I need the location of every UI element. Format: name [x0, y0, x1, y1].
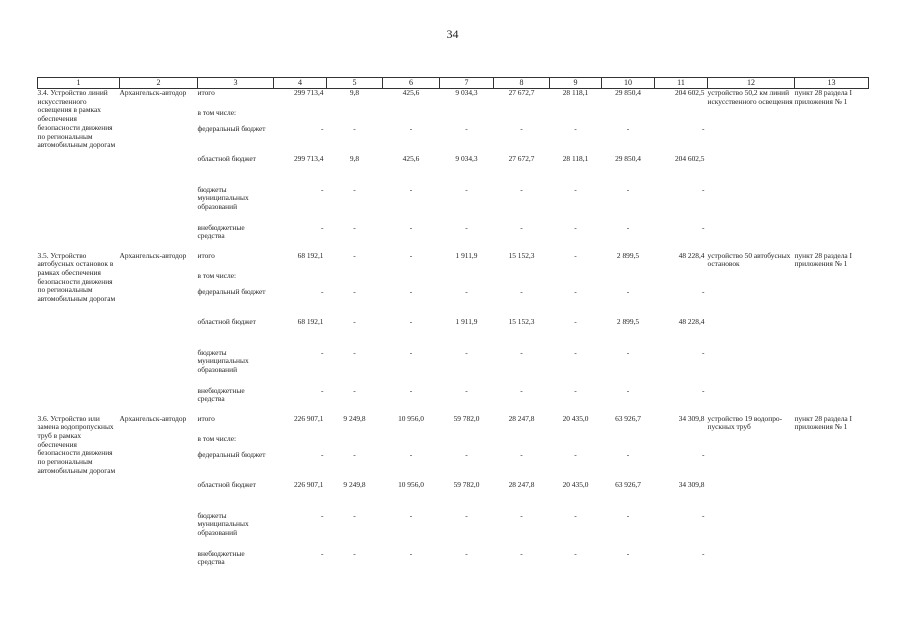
- column-number: 11: [655, 78, 708, 89]
- amount-cell: -: [574, 347, 577, 357]
- amount-cell: [602, 272, 655, 288]
- amount-cell: 10 956,0: [398, 479, 424, 489]
- amount-cell: -: [321, 510, 324, 520]
- expected-result: устройство 19 водопро-пускных труб: [707, 413, 783, 432]
- measure-name: 3.5. Устройство автобусных остановок в рамках обеспечения безопасности движения по региональным автомобильным дорогам: [37, 250, 116, 304]
- amount-cell: 15 152,3: [508, 250, 535, 260]
- amount-cell: [655, 435, 708, 451]
- amount-cell: [494, 272, 550, 288]
- amount-cell: 29 850,4: [615, 153, 641, 163]
- amount-cell: 9 034,3: [455, 88, 478, 97]
- amount-cell: 27 672,7: [508, 88, 535, 97]
- amount-cell: -: [465, 385, 468, 395]
- amount-cell: -: [465, 123, 468, 133]
- amount-cell: -: [626, 184, 630, 194]
- amount-cell: 20 435,0: [562, 479, 589, 489]
- amount-cell: -: [702, 449, 705, 459]
- reference: пункт 28 раздела I приложения № 1: [794, 413, 852, 432]
- amount-cell: -: [702, 548, 705, 558]
- amount-cell: 1 911,9: [455, 316, 478, 326]
- amount-cell: -: [574, 385, 577, 395]
- amount-cell: 226 907,1: [293, 479, 324, 489]
- amount-cell: -: [353, 123, 356, 133]
- amount-cell: 299 713,4: [293, 153, 324, 163]
- amount-cell: 68 192,1: [297, 316, 324, 326]
- expected-result: устройство 50 автобусных остановок: [707, 250, 791, 269]
- amount-cell: 63 926,7: [615, 479, 641, 489]
- amount-cell: [602, 435, 655, 451]
- amount-cell: -: [626, 123, 630, 133]
- amount-cell: -: [321, 347, 324, 357]
- amount-cell: -: [574, 184, 577, 194]
- amount-cell: -: [520, 510, 523, 520]
- amount-cell: -: [574, 449, 577, 459]
- funding-source: внебюджетные средства: [197, 548, 245, 567]
- measure-name: 3.6. Устройство или замена водопропускных труб в рамках обеспечения безопасности движения по региональным автомобильным дорогам: [37, 413, 116, 475]
- column-number: 12: [708, 78, 795, 89]
- funding-source: внебюджетные средства: [197, 385, 245, 404]
- reference: пункт 28 раздела I приложения № 1: [794, 88, 852, 106]
- amount-cell: -: [321, 123, 324, 133]
- amount-cell: -: [520, 347, 523, 357]
- amount-cell: [274, 109, 327, 125]
- amount-cell: -: [353, 449, 356, 459]
- amount-cell: -: [520, 385, 523, 395]
- amount-cell: [550, 109, 602, 125]
- funding-source: бюджеты муниципальных образований: [197, 184, 249, 211]
- amount-cell: [494, 109, 550, 125]
- funding-source: в том числе:: [197, 270, 237, 280]
- amount-cell: [274, 272, 327, 288]
- funding-source: областной бюджет: [197, 479, 256, 489]
- reference: пункт 28 раздела I приложения № 1: [794, 250, 852, 269]
- measure-name: 3.4. Устройство линий искусственного освещения в рамках обеспечения безопасности движения по региональным автомобильным дорогам: [37, 88, 116, 150]
- amount-cell: -: [574, 222, 577, 232]
- amount-cell: -: [574, 548, 577, 558]
- amount-cell: -: [353, 250, 356, 260]
- amount-cell: -: [409, 222, 413, 232]
- amount-cell: -: [409, 316, 413, 326]
- amount-cell: [550, 272, 602, 288]
- amount-cell: 68 192,1: [297, 250, 324, 260]
- amount-cell: 48 228,4: [678, 250, 705, 260]
- column-number: 2: [120, 78, 198, 89]
- amount-cell: -: [626, 347, 630, 357]
- column-number: 1: [38, 78, 120, 89]
- amount-cell: 34 309,8: [678, 413, 705, 423]
- amount-cell: 34 309,8: [678, 479, 705, 489]
- amount-cell: -: [520, 222, 523, 232]
- amount-cell: 28 247,8: [508, 479, 535, 489]
- amount-cell: -: [520, 184, 523, 194]
- column-number: 6: [383, 78, 440, 89]
- amount-cell: -: [465, 449, 468, 459]
- amount-cell: -: [465, 548, 468, 558]
- amount-cell: -: [465, 286, 468, 296]
- funding-source: внебюджетные средства: [197, 222, 245, 241]
- amount-cell: 59 782,0: [453, 479, 480, 489]
- amount-cell: -: [353, 548, 356, 558]
- amount-cell: -: [409, 347, 413, 357]
- amount-cell: 15 152,3: [508, 316, 535, 326]
- table-row: [38, 89, 869, 109]
- amount-cell: -: [321, 184, 324, 194]
- funding-source: федеральный бюджет: [197, 286, 266, 296]
- amount-cell: 27 672,7: [508, 153, 535, 163]
- column-numbers-row: [38, 78, 869, 89]
- amount-cell: [383, 435, 440, 451]
- amount-cell: 204 602,5: [674, 153, 705, 163]
- column-number: 13: [795, 78, 869, 89]
- amount-cell: -: [321, 449, 324, 459]
- amount-cell: 48 228,4: [678, 316, 705, 326]
- amount-cell: 226 907,1: [293, 413, 324, 423]
- amount-cell: 20 435,0: [562, 413, 589, 423]
- amount-cell: -: [353, 510, 356, 520]
- amount-cell: [602, 109, 655, 125]
- amount-cell: -: [702, 184, 705, 194]
- amount-cell: 9 249,8: [343, 413, 366, 423]
- amount-cell: -: [321, 385, 324, 395]
- amount-cell: 10 956,0: [398, 413, 424, 423]
- column-number: 9: [550, 78, 602, 89]
- amount-cell: [655, 272, 708, 288]
- amount-cell: 29 850,4: [615, 88, 641, 97]
- amount-cell: -: [465, 184, 468, 194]
- amount-cell: -: [520, 123, 523, 133]
- amount-cell: [383, 272, 440, 288]
- amount-cell: 28 247,8: [508, 413, 535, 423]
- amount-cell: 2 899,5: [616, 316, 640, 326]
- amount-cell: -: [702, 347, 705, 357]
- amount-cell: 2 899,5: [616, 250, 640, 260]
- table-row: [38, 415, 869, 435]
- amount-cell: 9 249,8: [343, 479, 366, 489]
- amount-cell: -: [626, 385, 630, 395]
- amount-cell: -: [574, 286, 577, 296]
- column-number: 7: [440, 78, 494, 89]
- amount-cell: -: [321, 222, 324, 232]
- program-table: [37, 77, 869, 573]
- funding-source: итого: [197, 88, 215, 97]
- amount-cell: -: [353, 316, 356, 326]
- amount-cell: 204 602,5: [674, 88, 705, 97]
- column-number: 8: [494, 78, 550, 89]
- amount-cell: -: [409, 385, 413, 395]
- amount-cell: [494, 435, 550, 451]
- amount-cell: -: [321, 286, 324, 296]
- amount-cell: -: [409, 286, 413, 296]
- amount-cell: [440, 272, 494, 288]
- amount-cell: -: [702, 286, 705, 296]
- funding-source: итого: [197, 250, 215, 260]
- amount-cell: -: [626, 286, 630, 296]
- amount-cell: 9,8: [349, 153, 360, 163]
- column-number: 3: [198, 78, 274, 89]
- column-number: 4: [274, 78, 327, 89]
- amount-cell: 425,6: [402, 88, 420, 97]
- funding-source: областной бюджет: [197, 316, 256, 326]
- amount-cell: -: [626, 449, 630, 459]
- amount-cell: -: [574, 123, 577, 133]
- amount-cell: -: [353, 222, 356, 232]
- amount-cell: [440, 435, 494, 451]
- amount-cell: -: [353, 385, 356, 395]
- amount-cell: -: [321, 548, 324, 558]
- column-number: 5: [327, 78, 383, 89]
- amount-cell: 59 782,0: [453, 413, 480, 423]
- amount-cell: [550, 435, 602, 451]
- funding-source: бюджеты муниципальных образований: [197, 347, 249, 374]
- amount-cell: -: [409, 123, 413, 133]
- amount-cell: [274, 435, 327, 451]
- amount-cell: -: [702, 510, 705, 520]
- amount-cell: 425,6: [402, 153, 420, 163]
- amount-cell: [655, 109, 708, 125]
- amount-cell: -: [353, 286, 356, 296]
- amount-cell: -: [702, 222, 705, 232]
- amount-cell: -: [409, 510, 413, 520]
- amount-cell: 63 926,7: [615, 413, 641, 423]
- amount-cell: -: [520, 286, 523, 296]
- executor: Архангельск-автодор: [119, 413, 187, 423]
- amount-cell: 1 911,9: [455, 250, 478, 260]
- funding-source: федеральный бюджет: [197, 449, 266, 459]
- funding-source: бюджеты муниципальных образований: [197, 510, 249, 537]
- funding-source: итого: [197, 413, 215, 423]
- amount-cell: -: [409, 250, 413, 260]
- amount-cell: -: [409, 449, 413, 459]
- table-body: [38, 89, 869, 573]
- expected-result: устройство 50,2 км линий искусственного освещения: [707, 88, 793, 106]
- column-number: 10: [602, 78, 655, 89]
- amount-cell: 299 713,4: [293, 88, 324, 97]
- amount-cell: -: [574, 250, 577, 260]
- amount-cell: [383, 109, 440, 125]
- amount-cell: 28 118,1: [562, 88, 589, 97]
- amount-cell: -: [353, 347, 356, 357]
- amount-cell: -: [702, 123, 705, 133]
- amount-cell: -: [626, 510, 630, 520]
- funding-source: в том числе:: [197, 433, 237, 443]
- amount-cell: -: [574, 510, 577, 520]
- amount-cell: -: [520, 548, 523, 558]
- amount-cell: 9,8: [349, 88, 360, 97]
- amount-cell: -: [626, 222, 630, 232]
- funding-source: федеральный бюджет: [197, 123, 266, 133]
- amount-cell: -: [465, 222, 468, 232]
- amount-cell: -: [465, 347, 468, 357]
- table-row: [38, 252, 869, 272]
- amount-cell: -: [409, 548, 413, 558]
- amount-cell: 28 118,1: [562, 153, 589, 163]
- amount-cell: -: [409, 184, 413, 194]
- amount-cell: -: [465, 510, 468, 520]
- funding-source: в том числе:: [197, 107, 237, 117]
- amount-cell: [440, 109, 494, 125]
- executor: Архангельск-автодор: [119, 88, 187, 97]
- amount-cell: [327, 435, 383, 451]
- amount-cell: -: [626, 548, 630, 558]
- amount-cell: -: [353, 184, 356, 194]
- page-number: 34: [446, 27, 459, 41]
- amount-cell: [327, 272, 383, 288]
- amount-cell: -: [702, 385, 705, 395]
- amount-cell: -: [574, 316, 577, 326]
- amount-cell: 9 034,3: [455, 153, 478, 163]
- amount-cell: [327, 109, 383, 125]
- funding-source: областной бюджет: [197, 153, 256, 163]
- amount-cell: -: [520, 449, 523, 459]
- executor: Архангельск-автодор: [119, 250, 187, 260]
